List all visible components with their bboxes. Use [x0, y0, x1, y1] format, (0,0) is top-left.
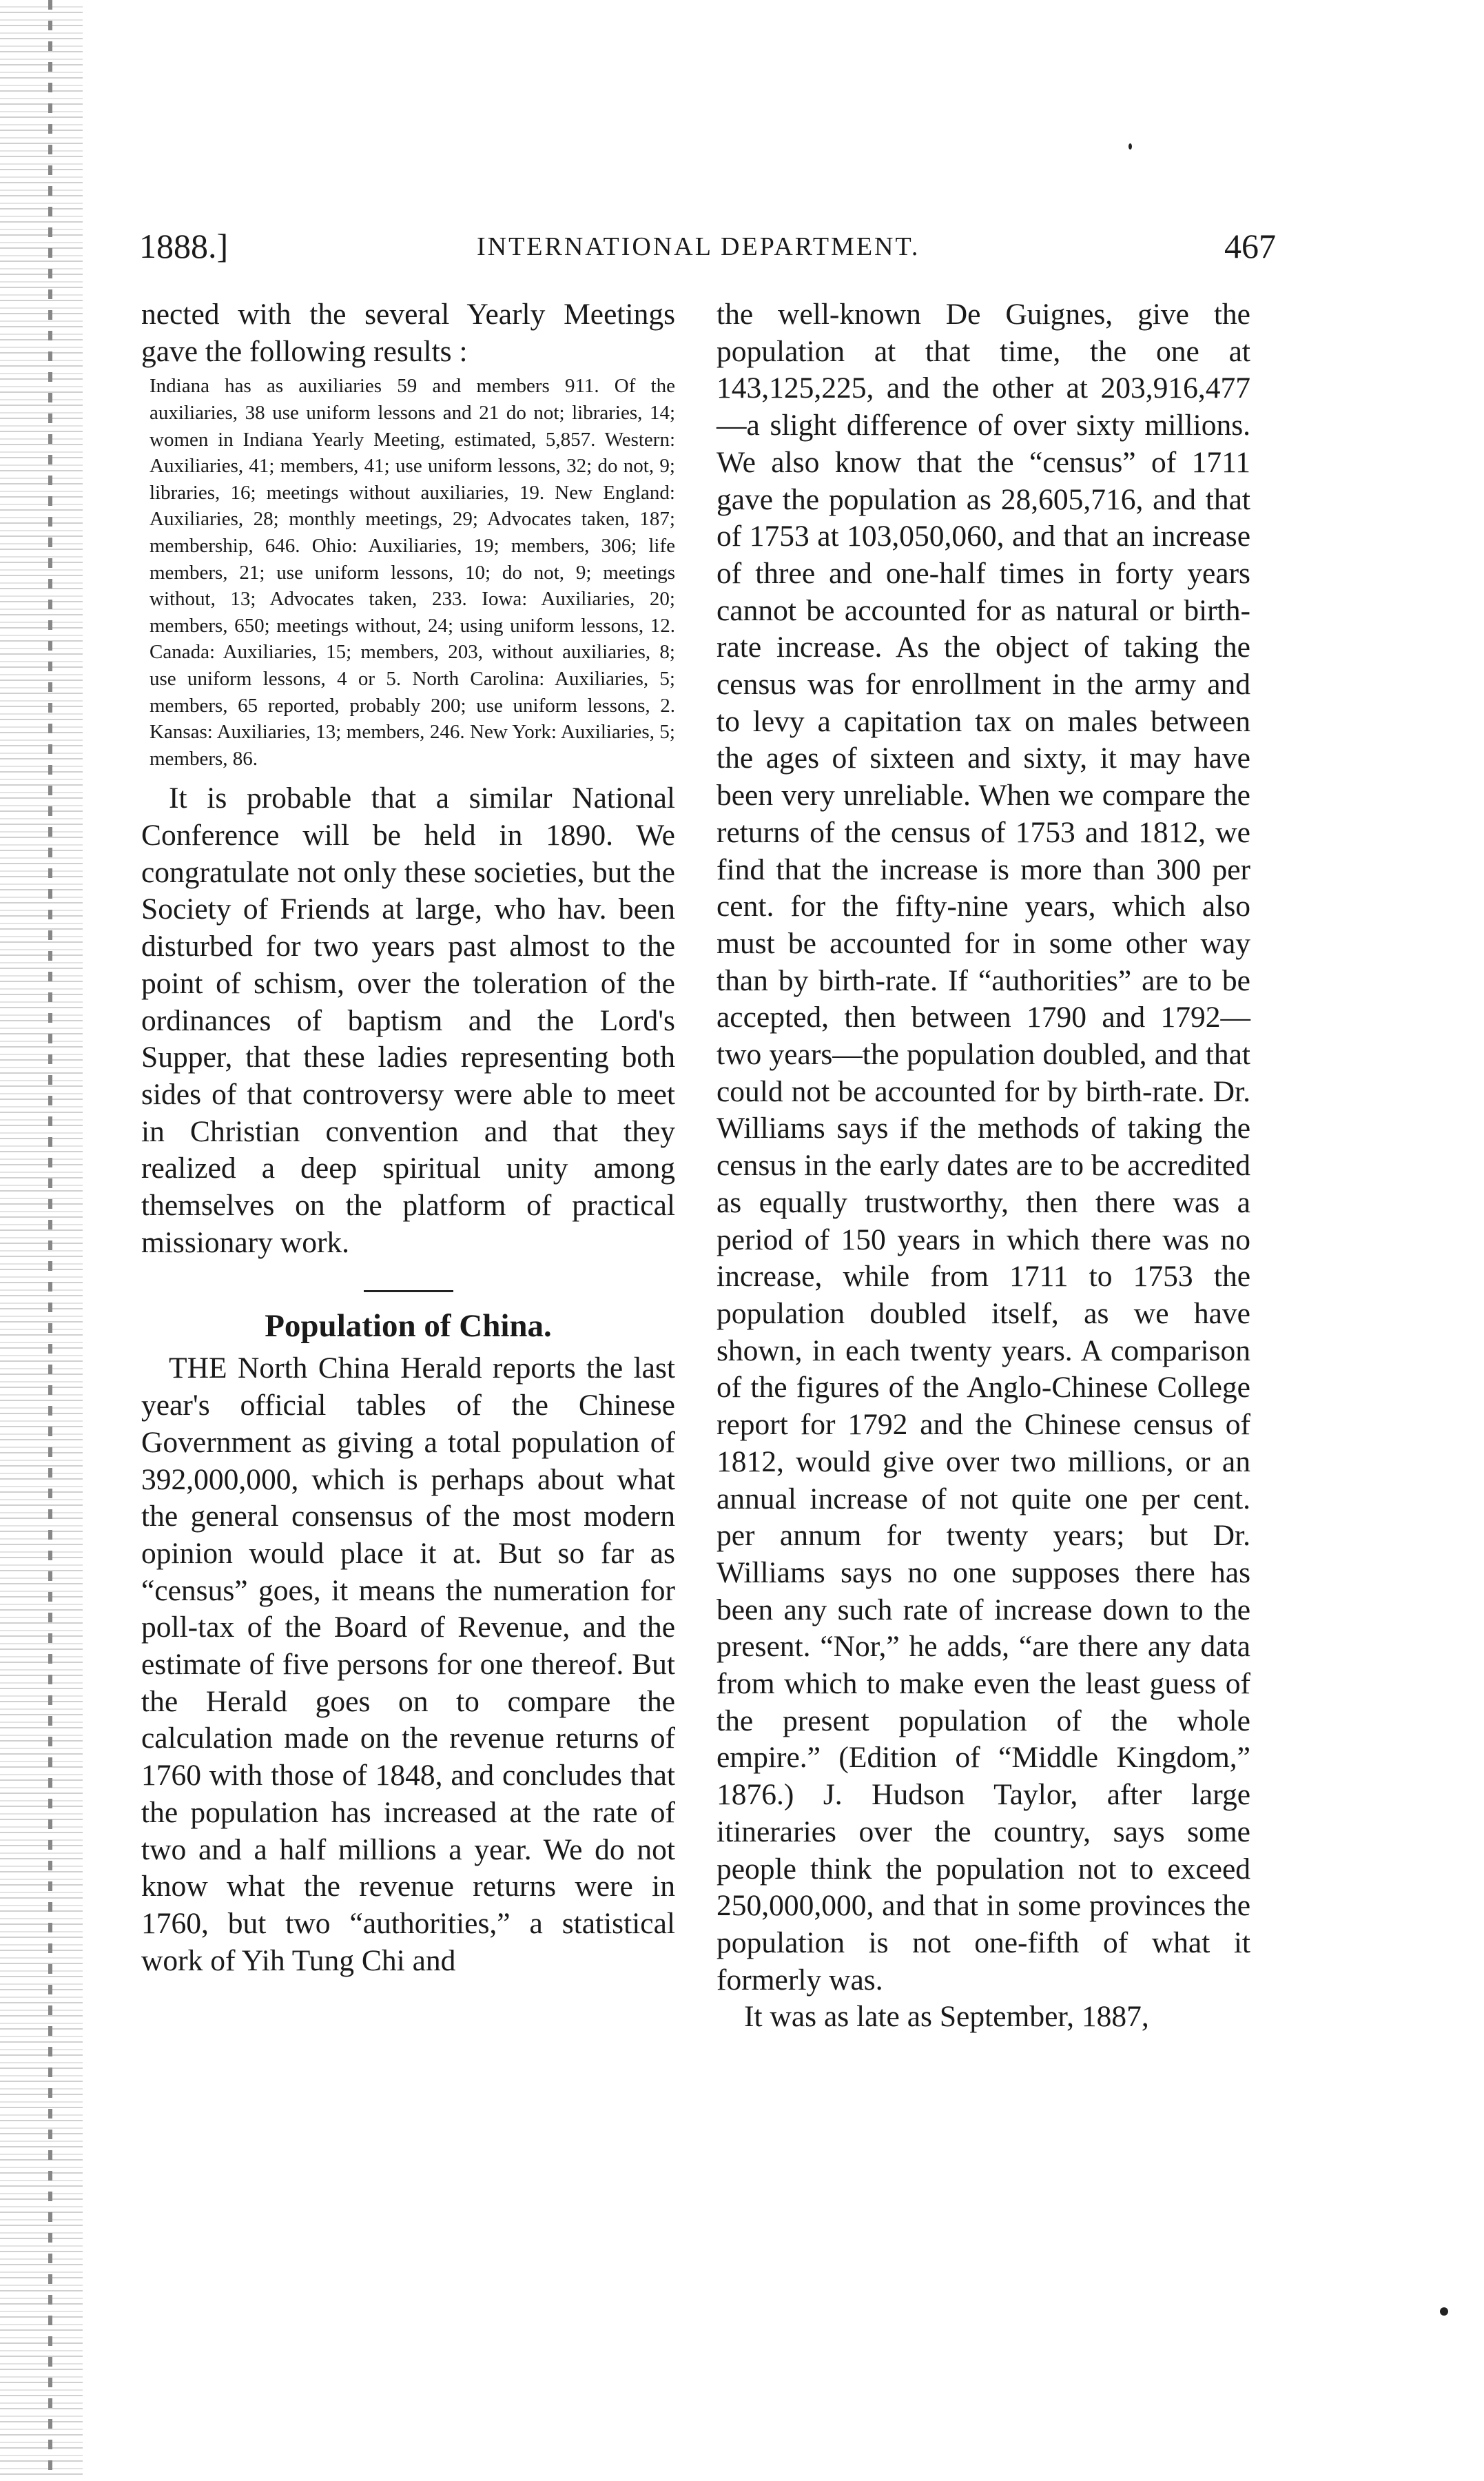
closing-paragraph: It was as late as September, 1887,: [744, 2000, 1149, 2034]
right-column: [717, 296, 1250, 2036]
running-header: [132, 226, 1276, 274]
continued-paragraph: the well-known De Guignes, give the population at that time, the one at 143,125,225, and the other at 203,916,477—a slight difference of over sixty millions. We also know that the “census” of 1711 gave the population as 28,605,716, and that of 1753 at 103,050,060, and that an increase of three and one-half times in forty years cannot be accounted for as natural or birth-rate increase. As the object of taking the census was for enrollment in the army and to levy a capitation tax on males between the ages of sixteen and sixty, it may have been very unreliable. When we compare the returns of the census of 1753 and 1812, we find that the increase is more than 300 per cent. for the fifty-nine years, which also must be accounted for in some other way than by birth-rate. If “authorities” are to be accepted, then between 1790 and 1792—two years—the population doubled, and that could not be accounted for by birth-rate. Dr. Williams says if the methods of taking the census in the early dates are to be accredited as equally trustworthy, then there was a period of 150 years in which there was no increase, while from 1711 to 1753 the population doubled itself, as we have shown, in each twenty years. A comparison of the figures of the Anglo-Chinese College report for 1792 and the Chinese census of 1812, would give over two millions, or an annual increase of not quite one per cent. per annum for twenty years; but Dr. Williams says no one supposes there has been any such rate of increase down to the present. “Nor,” he adds, “are there any data from which to make even the least guess of the present population of the whole empire.” (Edition of “Middle Kingdom,” 1876.) J. Hudson Taylor, after large itineraries over the country, says some people think the population not to exceed 250,000,000, and that in some provinces the population is not one-fifth of what it formerly was.: [717, 298, 1250, 1997]
speck-mark: [1129, 143, 1132, 150]
header-year: 1888.]: [139, 227, 229, 265]
yearly-meeting-statistics: Indiana has as auxiliaries 59 and members 911. Of the auxiliaries, 38 use uniform lessons and 21 do not; libraries, 14; women in Indiana Yearly Meeting, estimated, 5,857. Western: Auxiliaries, 41; members, 41; use uniform lessons, 32; do not, 9; libraries, 16; meetings without auxiliaries, 19. New England: Auxiliaries, 28; monthly meetings, 29; Advocates taken, 187; membership, 646. Ohio: Auxiliaries, 19; members, 306; life members, 21; use uniform lessons, 10; do not, 9; meetings without, 13; Advocates taken, 233. Iowa: Auxiliaries, 20; members, 650; meetings without, 24; using uniform lessons, 12. Canada: Auxiliaries, 15; members, 203, without auxiliaries, 8; use uniform lessons, 4 or 5. North Carolina: Auxiliaries, 5; members, 65 reported, probably 200; use uniform lessons, 2. Kansas: Auxiliaries, 13; members, 246. New York: Auxiliaries, 5; members, 86.: [150, 375, 675, 770]
china-population-paragraph: THE North China Herald reports the last year's official tables of the Chinese Government as giving a total population of 392,000,000, which is perhaps about what the general consensus of the most modern opinion would place it at. But so far as “census” goes, it means the numeration for poll-tax of the Board of Revenue, and the estimate of five persons for one thereof. But the Herald goes on to compare the calculation made on the revenue returns of 1760 with those of 1848, and concludes that the population has increased at the rate of two and a half millions a year. We do not know what the revenue returns were in 1760, but two “authorities,” a statistical work of Yih Tung Chi and: [141, 1351, 675, 1977]
conference-paragraph: It is probable that a similar National Conference will be held in 1890. We congratulate not only these societies, but the Society of Friends at large, who hav. been disturbed for two years past almost to the point of schism, over the toleration of the ordinances of baptism and the Lord's Supper, that these ladies representing both sides of that controversy were able to meet in Christian convention and that they realized a deep spiritual unity among themselves on the platform of practical missionary work.: [141, 782, 675, 1259]
section-title: Population of China.: [265, 1308, 552, 1345]
page-number: 467: [1224, 227, 1276, 265]
speck-mark: [1440, 2307, 1448, 2316]
left-column: [141, 296, 675, 1979]
header-title: INTERNATIONAL DEPARTMENT.: [477, 232, 920, 261]
intro-paragraph: nected with the several Yearly Meetings gave the following results :: [141, 298, 675, 368]
book-binding-edge: [0, 0, 83, 2481]
section-divider: [364, 1290, 453, 1292]
